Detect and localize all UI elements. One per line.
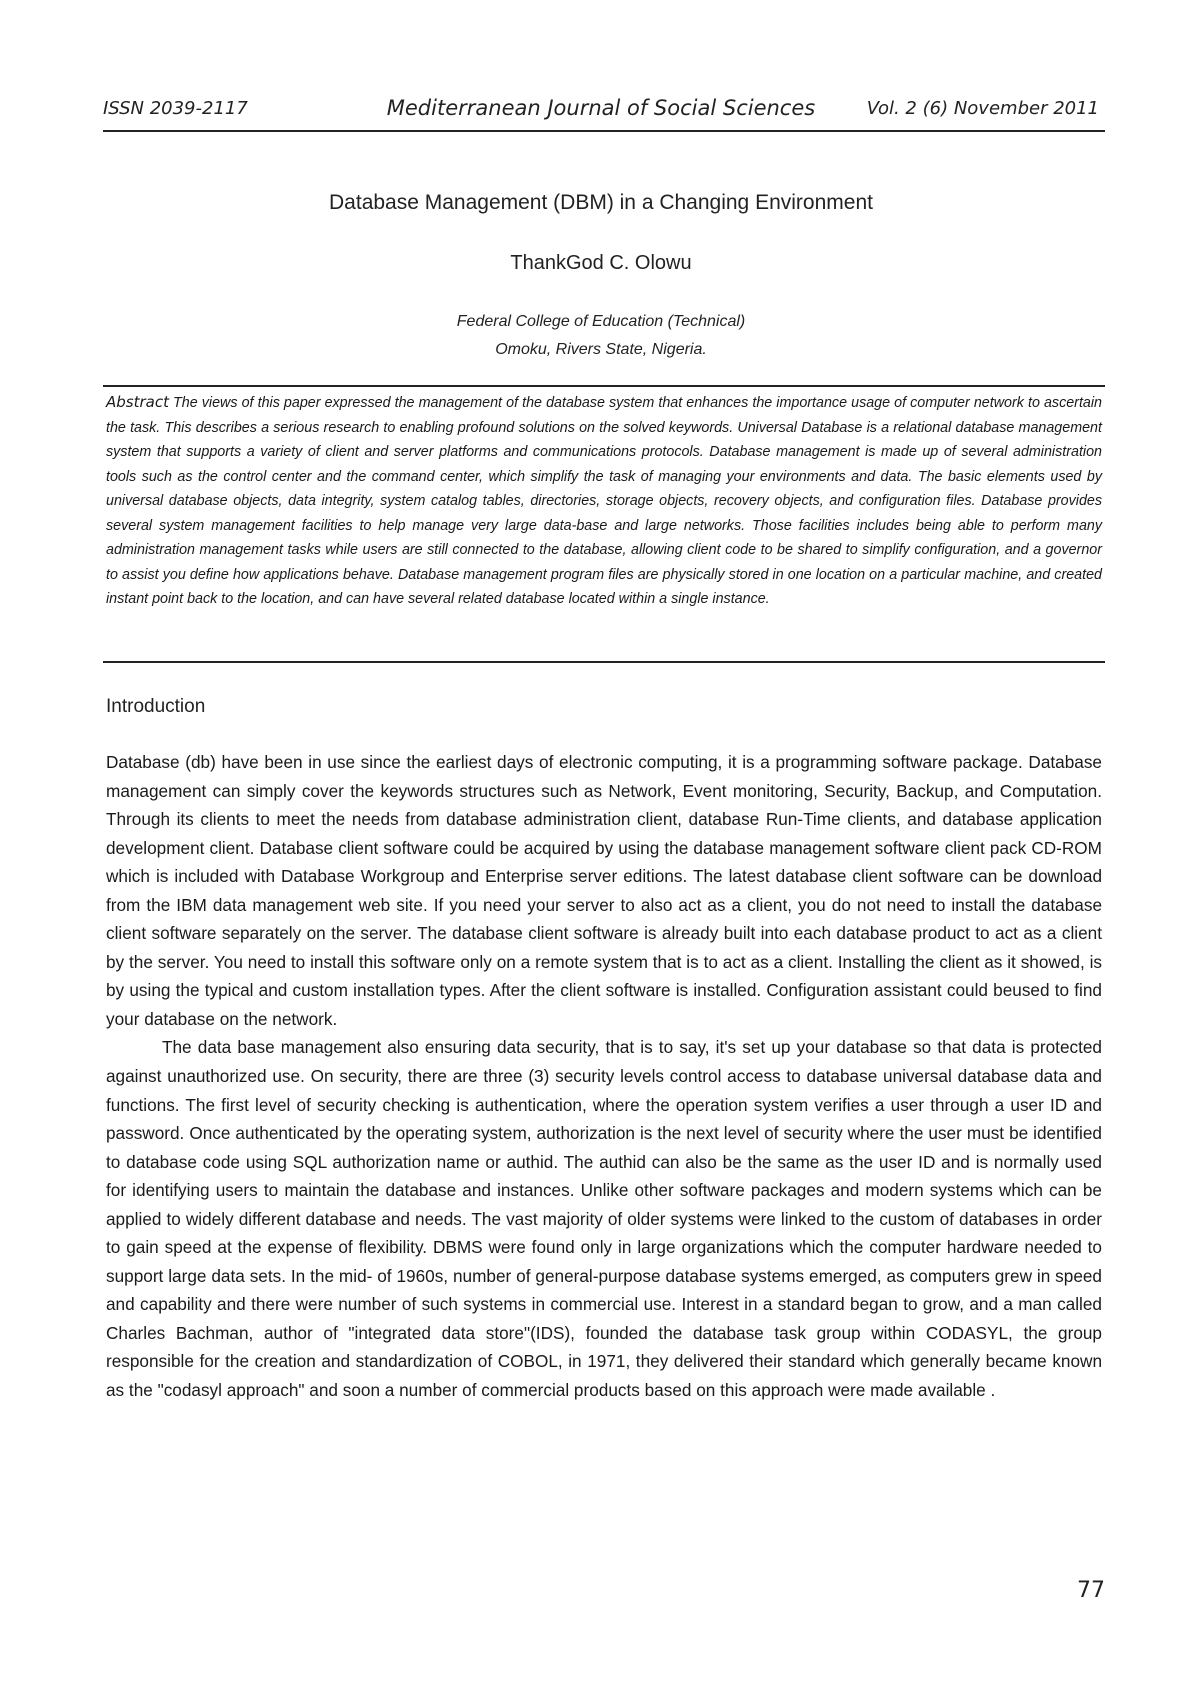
- abstract-top-rule: [103, 385, 1105, 387]
- affiliation-location: Omoku, Rivers State, Nigeria.: [495, 341, 707, 358]
- author-name: ThankGod C. Olowu: [510, 252, 692, 274]
- paper-title: Database Management (DBM) in a Changing Environment: [329, 191, 873, 214]
- abstract-text: The views of this paper expressed the management of the database system that enhances the importance usage of computer network to ascertain the task. This describes a serious research to enabling profound solutions on the solved keywords. Universal Database is a relational database management system that supports a variety of client and server platforms and communications protocols. Database management is made up of several administration tools such as the control center and the command center, which simplify the task of managing your environments and data. The basic elements used by universal database objects, data integrity, system catalog tables, directories, storage objects, recovery objects, and configuration files. Database provides several system management facilities to help manage very large data-base and large networks. Those facilities includes being able to perform many administration management tasks while users are still connected to the database, allowing client code to be shared to simplify configuration, and a governor to assist you define how applications behave. Database management program files are physically stored in one location on a particular machine, and created instant point back to the location, and can have several related database located within a single instance.: [106, 395, 1102, 607]
- introduction-body: [106, 748, 1102, 1405]
- volume-info: Vol. 2 (6) November 2011: [866, 98, 1099, 119]
- issn: ISSN 2039-2117: [103, 98, 248, 119]
- paragraph: Database (db) have been in use since the earliest days of electronic computing, it is a programming software package. Database management can simply cover the keywords structures such as Network, Event monitoring, Security, Backup, and Computation. Through its clients to meet the needs from database administration client, database Run-Time clients, and database application development client. Database client software could be acquired by using the database management software client pack CD-ROM which is included with Database Workgroup and Enterprise server editions. The latest database client software can be download from the IBM data management web site. If you need your server to also act as a client, you do not need to install the database client software separately on the server. The database client software is already built into each database product to act as a client by the server. You need to install this software only on a remote system that is to act as a client. Installing the client as it showed, is by using the typical and custom installation types. After the client software is installed. Configuration assistant could beused to find your database on the network.: [106, 752, 1102, 1029]
- journal-name: Mediterranean Journal of Social Sciences: [386, 96, 816, 120]
- affiliation: [103, 308, 1099, 364]
- abstract-label: Abstract: [106, 393, 169, 411]
- page-number: 77: [1077, 1578, 1105, 1603]
- abstract: [106, 390, 1102, 612]
- abstract-bottom-rule: [103, 661, 1105, 663]
- section-heading-introduction: Introduction: [106, 696, 206, 717]
- running-header: [103, 96, 1099, 126]
- paragraph: The data base management also ensuring data security, that is to say, it's set up your database so that data is protected against unauthorized use. On security, there are three (3) security levels control access to database universal database data and functions. The first level of security checking is authentication, where the operation system verifies a user through a user ID and password. Once authenticated by the operating system, authorization is the next level of security where the user must be identified to database code using SQL authorization name or authid. The authid can also be the same as the user ID and is normally used for identifying users to maintain the database and instances. Unlike other software packages and modern systems which can be applied to widely different database and needs. The vast majority of older systems were linked to the custom of databases in order to gain speed at the expense of flexibility. DBMS were found only in large organizations which the computer hardware needed to support large data sets. In the mid- of 1960s, number of general-purpose database systems emerged, as computers grew in speed and capability and there were number of such systems in commercial use. Interest in a standard began to grow, and a man called Charles Bachman, author of "integrated data store"(IDS), founded the database task group within CODASYL, the group responsible for the creation and standardization of COBOL, in 1971, they delivered their standard which generally became known as the "codasyl approach" and soon a number of commercial products based on this approach were made available .: [106, 1037, 1102, 1401]
- header-divider: [103, 130, 1105, 132]
- affiliation-institution: Federal College of Education (Technical): [456, 313, 746, 330]
